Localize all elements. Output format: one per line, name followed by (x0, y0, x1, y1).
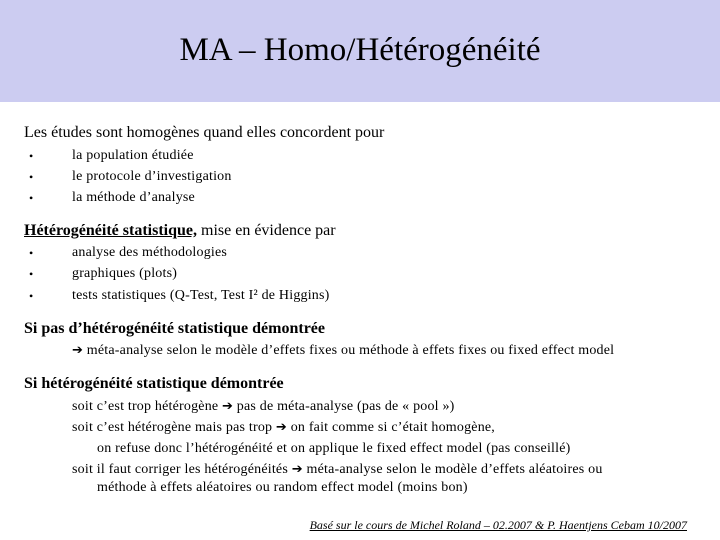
section3-heading: Si pas d’hétérogénéité statistique démontrée (24, 320, 325, 337)
section3-line-text: méta-analyse selon le modèle d’effets fixes ou méthode à effets fixes ou fixed effect model (86, 343, 615, 358)
bullet: • (29, 170, 34, 184)
list-item: le protocole d’investigation (72, 169, 232, 184)
text: soit il faut corriger les hétérogénéités (72, 462, 292, 477)
bullet: • (29, 289, 34, 303)
section4-line-5: méthode à effets aléatoires ou random effect model (moins bon) (97, 480, 468, 495)
list-item: analyse des méthodologies (72, 245, 228, 260)
bullet: • (29, 267, 34, 281)
arrow-right-icon: ➔ (291, 462, 303, 477)
text: on fait comme si c’était homogène, (287, 420, 496, 435)
list-item: la méthode d’analyse (72, 190, 195, 205)
section2-heading (24, 221, 336, 241)
text: soit c’est trop hétérogène (72, 399, 223, 414)
bullet: • (29, 246, 34, 260)
bullet: • (29, 191, 34, 205)
section4-line-1 (72, 397, 455, 417)
text: soit c’est hétérogène mais pas trop (72, 420, 276, 435)
section4-heading: Si hétérogénéité statistique démontrée (24, 375, 284, 392)
arrow-right-icon: ➔ (275, 420, 288, 435)
text: pas de méta-analyse (pas de « pool ») (233, 399, 455, 414)
text: méta-analyse selon le modèle d’effets aléatoires ou (302, 462, 603, 477)
bullet: • (29, 149, 34, 163)
arrow-right-icon: ➔ (222, 399, 234, 414)
section3-line (72, 341, 614, 361)
list-item: tests statistiques (Q-Test, Test I² de Higgins) (72, 288, 330, 303)
list-item: la population étudiée (72, 148, 194, 163)
slide-title: MA – Homo/Hétérogénéité (179, 32, 541, 68)
section4-line-3: on refuse donc l’hétérogénéité et on applique le fixed effect model (pas conseillé) (97, 441, 571, 456)
section4-line-4 (72, 460, 603, 480)
section2-heading-term: Hétérogénéité statistique, (24, 222, 197, 239)
section4-line-2 (72, 418, 495, 438)
arrow-right-icon: ➔ (72, 343, 84, 358)
list-item: graphiques (plots) (72, 266, 178, 281)
section1-heading: Les études sont homogènes quand elles concordent pour (24, 124, 385, 141)
footer-credit: Basé sur le cours de Michel Roland – 02.2007 & P. Haentjens Cebam 10/2007 (309, 518, 687, 532)
section2-heading-rest: mise en évidence par (197, 222, 336, 239)
